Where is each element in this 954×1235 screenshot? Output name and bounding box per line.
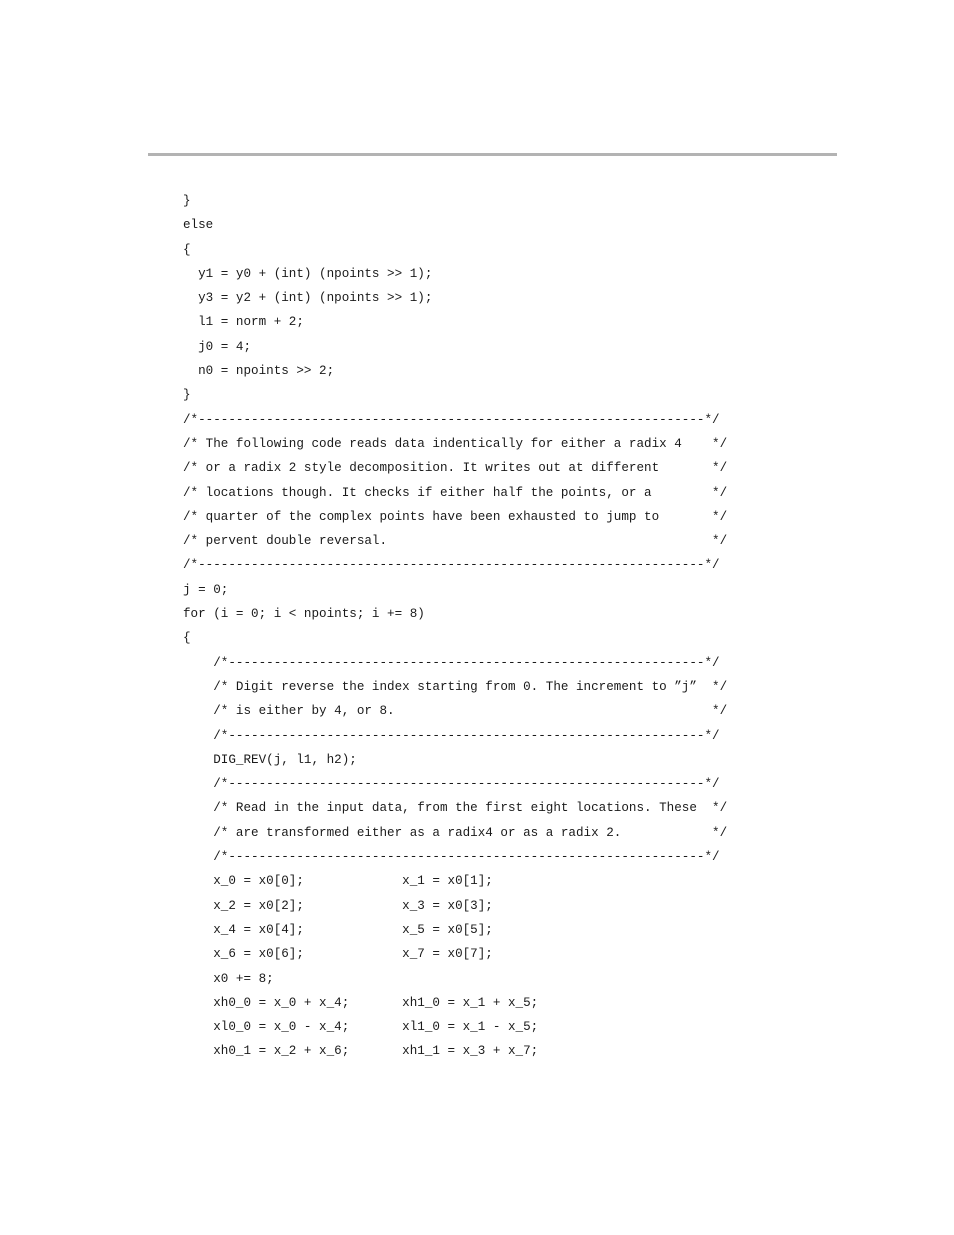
code-line: j0 = 4; xyxy=(183,339,252,354)
code-line: DIG_REV(j, l1, h2); xyxy=(183,752,357,767)
code-line: x_4 = x0[4]; x_5 = x0[5]; xyxy=(183,922,493,937)
code-line: /* Digit reverse the index starting from 0. The increment to ”j” */ xyxy=(183,679,728,694)
code-line: x_6 = x0[6]; x_7 = x0[7]; xyxy=(183,947,493,962)
code-line: x0 += 8; xyxy=(183,971,274,986)
code-line: /* or a radix 2 style decomposition. It writes out at different */ xyxy=(183,461,728,476)
code-line: xl0_0 = x_0 - x_4; xl1_0 = x_1 - x_5; xyxy=(183,1020,539,1035)
code-line: } xyxy=(183,194,191,208)
code-line: xh0_0 = x_0 + x_4; xh1_0 = x_1 + x_5; xyxy=(183,995,539,1010)
code-line: x_0 = x0[0]; x_1 = x0[1]; xyxy=(183,874,493,889)
code-line: { xyxy=(183,242,191,257)
code-line: xh0_1 = x_2 + x_6; xh1_1 = x_3 + x_7; xyxy=(183,1044,539,1059)
code-line: } xyxy=(183,388,191,403)
code-listing xyxy=(183,189,727,1064)
code-line: /*---------------------------------------------------------------*/ xyxy=(183,728,720,743)
code-line: /* quarter of the complex points have been exhausted to jump to */ xyxy=(183,509,728,524)
code-line: /* is either by 4, or 8. */ xyxy=(183,704,728,719)
code-line: x_2 = x0[2]; x_3 = x0[3]; xyxy=(183,898,493,913)
code-line: /*---------------------------------------------------------------*/ xyxy=(183,777,720,792)
header-rule xyxy=(148,153,837,156)
code-line: /*-------------------------------------------------------------------*/ xyxy=(183,412,720,427)
code-line: /* are transformed either as a radix4 or as a radix 2. */ xyxy=(183,825,728,840)
code-line: j = 0; xyxy=(183,582,229,597)
code-line: /*---------------------------------------------------------------*/ xyxy=(183,655,720,670)
code-line: l1 = norm + 2; xyxy=(183,315,304,330)
code-line: n0 = npoints >> 2; xyxy=(183,364,335,379)
code-line: /* locations though. It checks if either half the points, or a */ xyxy=(183,485,728,500)
code-line: else xyxy=(183,218,214,233)
code-line: /*-------------------------------------------------------------------*/ xyxy=(183,558,720,573)
code-line: y3 = y2 + (int) (npoints >> 1); xyxy=(183,291,433,306)
code-line: { xyxy=(183,631,191,646)
code-line: /*---------------------------------------------------------------*/ xyxy=(183,850,720,865)
code-line: y1 = y0 + (int) (npoints >> 1); xyxy=(183,266,433,281)
code-line: /* Read in the input data, from the first eight locations. These */ xyxy=(183,801,728,816)
code-line: /* pervent double reversal. */ xyxy=(183,534,728,549)
code-line: for (i = 0; i < npoints; i += 8) xyxy=(183,607,425,622)
code-line: /* The following code reads data indentically for either a radix 4 */ xyxy=(183,436,728,451)
